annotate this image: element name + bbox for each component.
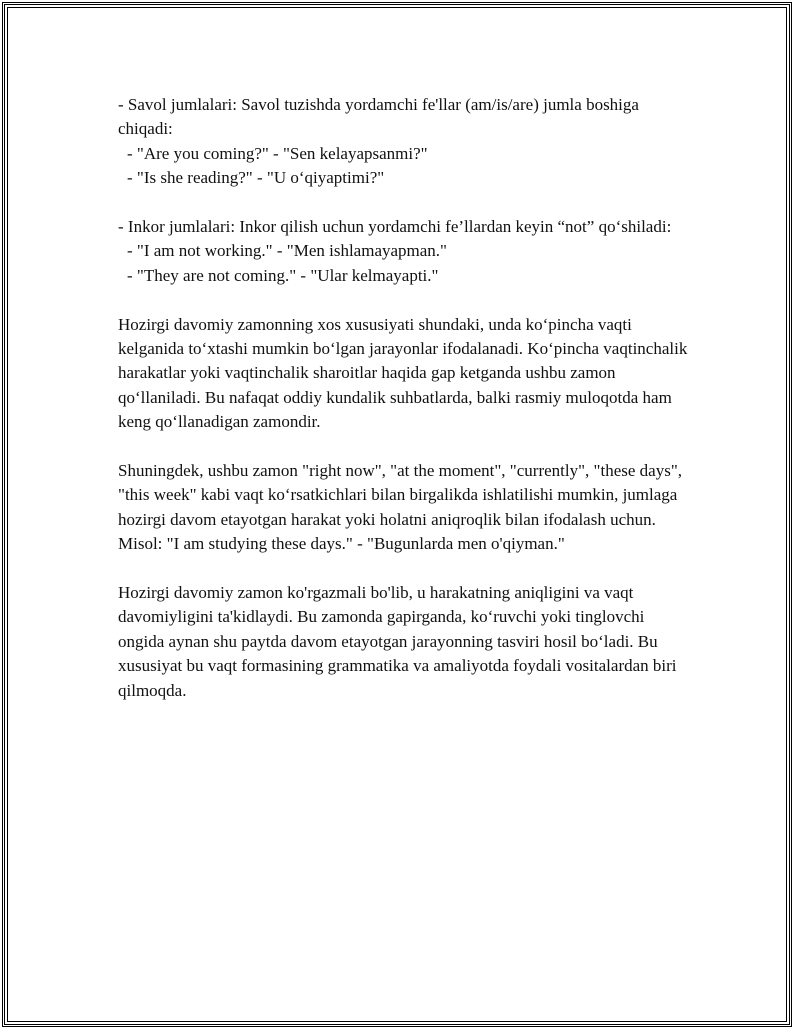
negatives-section [118,215,690,288]
negative-example: - "I am not working." - "Men ishlamayapman." [127,241,447,261]
negatives-intro: - Inkor jumlalari: Inkor qilish uchun yordamchi fe’llardan keyin “not” qo‘shiladi: [118,217,672,237]
document-body [118,93,690,727]
paragraph-time-markers: Shuningdek, ushbu zamon "right now", "at the moment", "currently", "these days", "this week" kabi vaqt ko‘rsatkichlari bilan birgalikda ishlatilishi mumkin, jumlaga hozirgi davom etayotgan harakat yoki holatni aniqroqlik bilan ifodalash uchun. Misol: "I am studying these days." - "Bugunlarda men o'qiyman." [118,461,683,554]
paragraph-continuous-features: Hozirgi davomiy zamonning xos xususiyati shundaki, unda ko‘pincha vaqti kelganida to‘xtashi mumkin bo‘lgan jarayonlar ifodalanadi. Ko‘pincha vaqtinchalik harakatlar yoki vaqtinchalik sharoitlar haqida gap ketganda ushbu zamon qo‘llaniladi. Bu nafaqat oddiy kundalik suhbatlarda, balki rasmiy muloqotda ham keng qo‘llanadigan zamondir. [118,314,688,432]
questions-section [118,93,690,191]
question-example: - "Are you coming?" - "Sen kelayapsanmi?" [127,143,428,163]
questions-intro: - Savol jumlalari: Savol tuzishda yordamchi fe'llar (am/is/are) jumla boshiga chiqadi: [118,95,639,139]
question-example: - "Is she reading?" - "U o‘qiyaptimi?" [127,168,385,188]
paragraph-visual-nature: Hozirgi davomiy zamon ko'rgazmali bo'lib, u harakatning aniqligini va vaqt davomiyligini ta'kidlaydi. Bu zamonda gapirganda, ko‘ruvchi yoki tinglovchi ongida aynan shu paytda davom etayotgan jarayonning tasviri hosil bo‘ladi. Bu xususiyat bu vaqt formasining grammatika va amaliyotda foydali vositalardan biri qilmoqda. [118,583,677,700]
negative-example: - "They are not coming." - "Ular kelmayapti." [127,265,439,285]
